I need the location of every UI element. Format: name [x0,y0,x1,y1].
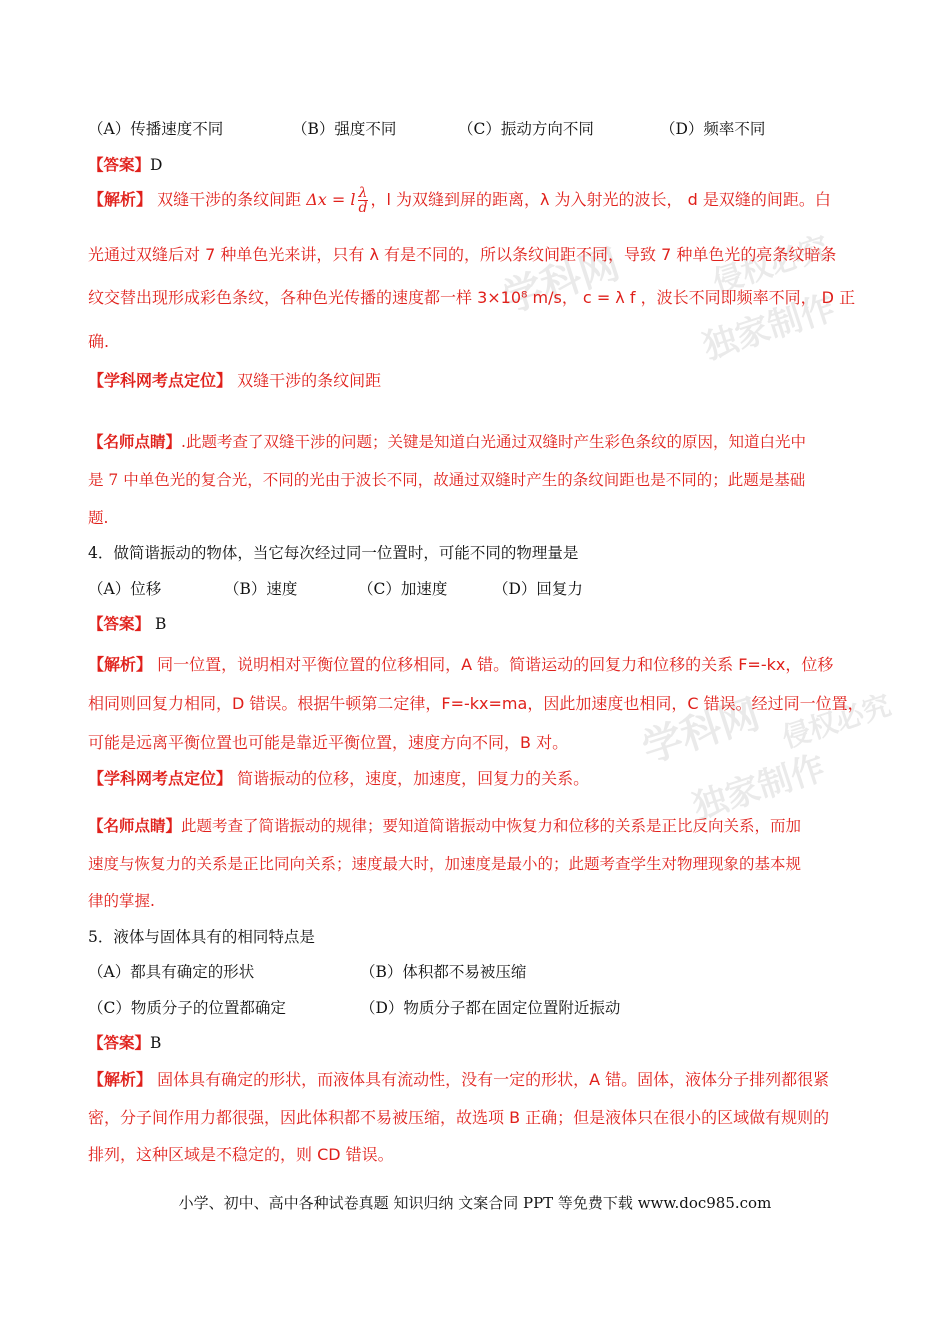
page-footer: 小学、初中、高中各种试卷真题 知识归纳 文案合同 PPT 等免费下载 www.doc985.com [178,1194,772,1212]
watermark-6: 侵权必究 [778,688,895,755]
q5-option-d: （D）物质分子都在固定位置附近振动 [360,999,621,1017]
q4-analysis-line-2: 相同则回复力相同，D 错误。根据牛顿第二定律，F=-kx=ma，因此加速度也相同，C 错误。经过同一位置， [88,694,864,713]
q4-option-d: （D）回复力 [493,580,583,598]
q3-option-c: （C）振动方向不同 [458,120,594,138]
q3-analysis-line-2: 光通过双缝后对 7 种单色光来讲，只有 λ 有是不同的，所以条纹间距不同，导致 7 种单色光的亮条纹暗条 [88,245,837,264]
q4-teacher-line-2: 速度与恢复力的关系是正比同向关系；速度最大时，加速度是最小的；此题考查学生对物理现象的基本规 [88,855,802,873]
q4-analysis-line-3: 可能是远离平衡位置也可能是靠近平衡位置，速度方向不同，B 对。 [88,733,569,752]
q3-option-a: （A）传播速度不同 [88,120,224,138]
q5-analysis-line-1 [88,1067,829,1090]
answer-tag: 【答案】 [88,155,151,174]
teacher-text-1: .此题考查了双缝干涉的问题；关键是知道白光通过双缝时产生彩色条纹的原因，知道白光中 [181,433,806,451]
q3-teacher-line-1 [88,430,806,452]
formula-numerator: λ [358,185,368,201]
q4-analysis-line-1 [88,652,833,675]
q5-option-b: （B）体积都不易被压缩 [360,963,527,981]
q5-answer [88,1031,161,1053]
q3-analysis-line-1 [88,186,831,215]
q5-analysis-text-1: 固体具有确定的形状，而液体具有流动性，没有一定的形状，A 错。固体，液体分子排列都很紧 [157,1070,830,1089]
answer-value: D [150,156,163,174]
answer-tag: 【答案】 [88,1033,151,1052]
q4-option-a: （A）位移 [88,580,162,598]
q3-teacher-line-2: 是 7 中单色光的复合光，不同的光由于波长不同，故通过双缝时产生的条纹间距也是不同的；此题是基础 [88,471,806,489]
watermark-4: 学科网 [636,691,766,773]
locate-text: 简谐振动的位移，速度，加速度，回复力的关系。 [237,769,590,788]
q3-analysis-text-1b: ，l 为双缝到屏的距离，λ 为入射光的波长， d 是双缝的间距。白 [370,190,831,209]
locate-tag: 【学科网考点定位】 [88,769,233,788]
q4-question: 4．做简谐振动的物体，当它每次经过同一位置时，可能不同的物理量是 [88,544,579,562]
q4-teacher-line-1 [88,814,801,836]
formula-lhs: Δx = l [306,190,356,209]
q4-option-c: （C）加速度 [358,580,448,598]
q4-analysis-text-1: 同一位置，说明相对平衡位置的位移相同，A 错。简谐运动的回复力和位移的关系 F=-kx，位移 [157,655,834,674]
q3-locate [88,368,381,391]
formula-fraction [358,186,369,215]
q4-option-b: （B）速度 [224,580,298,598]
q4-teacher-line-3: 律的掌握. [88,892,155,910]
watermark-1: 学科网 [496,241,626,323]
q5-option-c: （C）物质分子的位置都确定 [88,999,286,1017]
formula-denominator: d [358,200,368,216]
q3-analysis-line-4: 确. [88,332,110,351]
q5-analysis-line-3: 排列，这种区域是不稳定的，则 CD 错误。 [88,1145,394,1164]
answer-value: B [150,1034,162,1052]
q3-teacher-line-3: 题. [88,509,109,527]
teacher-tag: 【名师点睛】 [88,816,182,835]
locate-tag: 【学科网考点定位】 [88,371,233,390]
answer-value: B [154,615,167,633]
answer-tag: 【答案】 [88,614,151,633]
q3-option-d: （D）频率不同 [660,120,766,138]
q4-answer [88,612,166,634]
q3-analysis-line-3: 纹交替出现形成彩色条纹，各种色光传播的速度都一样 3×10⁸ m/s， c = λ f ，波长不同即频率不同， D 正 [88,288,856,307]
q3-option-b: （B）强度不同 [292,120,397,138]
q4-locate [88,766,589,789]
watermark-5: 独家制作 [688,747,830,828]
teacher-text-1: 此题考查了简谐振动的规律；要知道简谐振动中恢复力和位移的关系是正比反向关系，而加 [181,817,802,835]
q5-question: 5．液体与固体具有的相同特点是 [88,928,315,946]
q3-analysis-text-1a: 双缝干涉的条纹间距 [157,190,302,209]
analysis-tag: 【解析】 [88,190,153,209]
teacher-tag: 【名师点睛】 [88,432,182,451]
q3-formula [306,185,370,216]
locate-text: 双缝干涉的条纹间距 [237,371,382,390]
analysis-tag: 【解析】 [88,655,153,674]
q3-answer [88,153,162,175]
analysis-tag: 【解析】 [88,1070,153,1089]
q5-analysis-line-2: 密，分子间作用力都很强，因此体积都不易被压缩，故选项 B 正确；但是液体只在很小的区域做有规则的 [88,1108,830,1127]
watermark-2: 独家制作 [698,287,840,368]
q5-option-a: （A）都具有确定的形状 [88,963,255,981]
watermark-3: 侵权必究 [708,230,834,301]
